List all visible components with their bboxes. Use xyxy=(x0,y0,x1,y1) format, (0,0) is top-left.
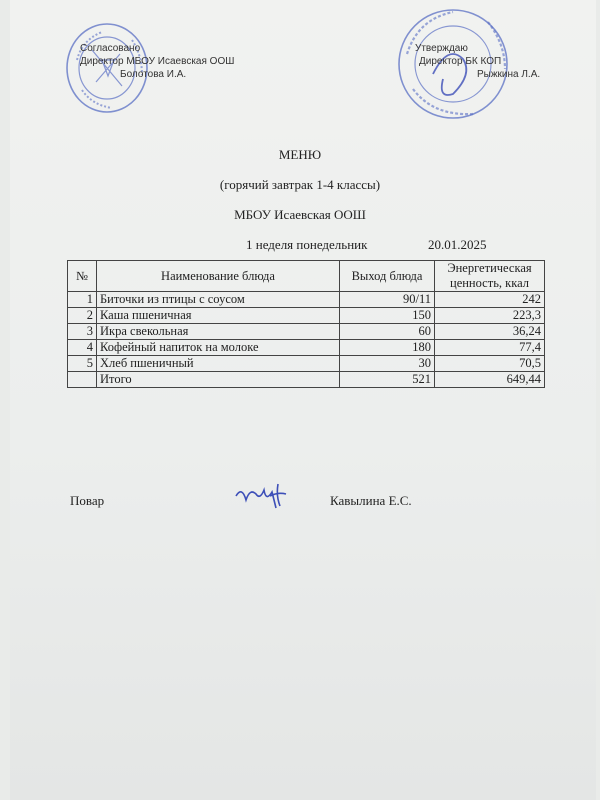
col-dish-header: Наименование блюда xyxy=(97,261,340,292)
row-number: 1 xyxy=(68,292,97,308)
approver-name-right: Рыжкина Л.А. xyxy=(477,69,541,80)
approval-label-right: Утверждаю xyxy=(415,43,468,54)
approver-position-left: Директор МБОУ Исаевская ООШ xyxy=(80,56,235,67)
approver-name-left: Болотова И.А. xyxy=(120,69,187,80)
total-number-cell xyxy=(68,372,97,388)
dish-output: 180 xyxy=(340,340,435,356)
cook-name: Кавылина Е.С. xyxy=(330,493,412,508)
dish-energy: 223,3 xyxy=(435,308,545,324)
table-row xyxy=(68,308,545,324)
dish-name: Биточки из птицы с соусом xyxy=(97,292,340,308)
dish-name: Икра свекольная xyxy=(97,324,340,340)
row-number: 4 xyxy=(68,340,97,356)
dish-output: 30 xyxy=(340,356,435,372)
approver-position-right: Директор БК КОП xyxy=(419,56,502,67)
total-energy: 649,44 xyxy=(435,372,545,388)
dish-name: Хлеб пшеничный xyxy=(97,356,340,372)
menu-date: 20.01.2025 xyxy=(428,237,487,252)
dish-name: Каша пшеничная xyxy=(97,308,340,324)
school-name: МБОУ Исаевская ООШ xyxy=(234,207,366,222)
row-number: 5 xyxy=(68,356,97,372)
dish-energy: 70,5 xyxy=(435,356,545,372)
total-label: Итого xyxy=(97,372,340,388)
table-total-row xyxy=(68,372,545,388)
table-row xyxy=(68,292,545,308)
col-number-header: № xyxy=(68,261,97,292)
dish-name: Кофейный напиток на молоке xyxy=(97,340,340,356)
col-output-header: Выход блюда xyxy=(340,261,435,292)
cook-role: Повар xyxy=(70,493,105,508)
dish-output: 90/11 xyxy=(340,292,435,308)
table-row xyxy=(68,356,545,372)
dish-output: 150 xyxy=(340,308,435,324)
table-header-row xyxy=(68,261,545,292)
col-energy-header: Энергетическая ценность, ккал xyxy=(435,261,545,292)
table-row xyxy=(68,340,545,356)
menu-table xyxy=(67,260,545,388)
total-output: 521 xyxy=(340,372,435,388)
dish-output: 60 xyxy=(340,324,435,340)
document-subtitle: (горячий завтрак 1-4 классы) xyxy=(219,177,381,192)
table-row xyxy=(68,324,545,340)
week-day: 1 неделя понедельник xyxy=(246,237,368,252)
row-number: 3 xyxy=(68,324,97,340)
cook-signature xyxy=(232,478,292,512)
dish-energy: 242 xyxy=(435,292,545,308)
dish-energy: 77,4 xyxy=(435,340,545,356)
row-number: 2 xyxy=(68,308,97,324)
document-title: МЕНЮ xyxy=(278,147,322,162)
dish-energy: 36,24 xyxy=(435,324,545,340)
approval-label-left: Согласовано xyxy=(80,43,141,54)
